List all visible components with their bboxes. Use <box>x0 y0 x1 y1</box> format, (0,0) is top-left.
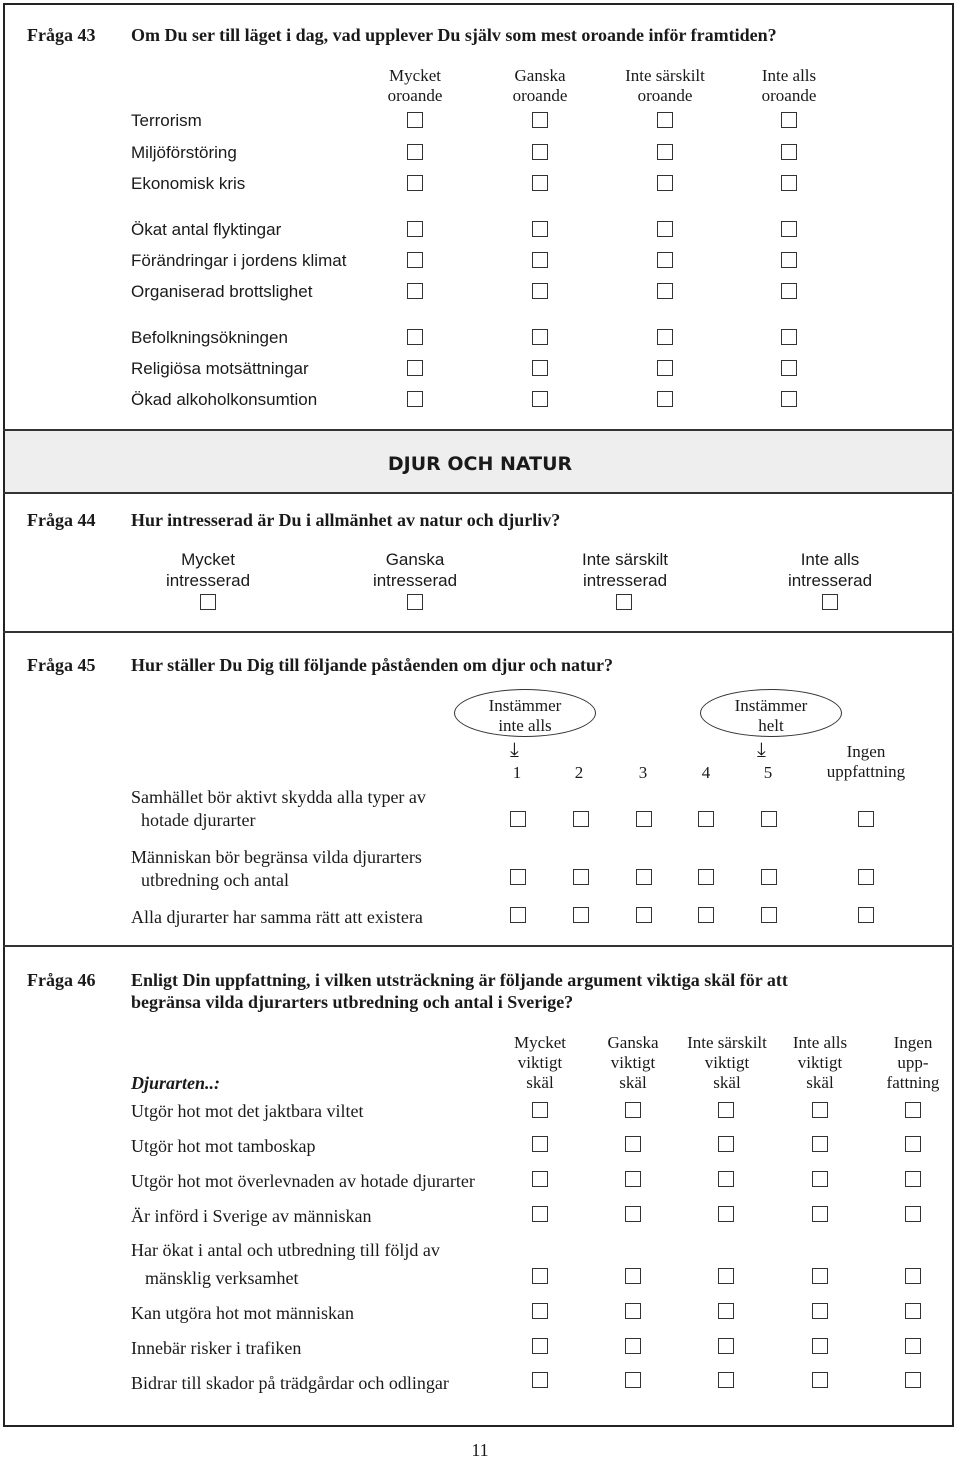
checkbox[interactable] <box>532 112 548 128</box>
checkbox[interactable] <box>812 1136 828 1152</box>
scale-label-1: 1 <box>512 763 522 782</box>
checkbox[interactable] <box>407 144 423 160</box>
checkbox[interactable] <box>510 907 526 923</box>
checkbox[interactable] <box>636 907 652 923</box>
checkbox[interactable] <box>657 221 673 237</box>
checkbox[interactable] <box>822 594 838 610</box>
checkbox[interactable] <box>510 869 526 885</box>
q46-row-label-cont: mänsklig verksamhet <box>145 1268 299 1288</box>
q43-row-label: Organiserad brottslighet <box>131 282 313 301</box>
q43-row-label: Terrorism <box>131 111 202 130</box>
q46-row-label: Har ökat i antal och utbredning till följd av <box>131 1240 440 1260</box>
checkbox[interactable] <box>812 1338 828 1354</box>
checkbox[interactable] <box>858 907 874 923</box>
checkbox[interactable] <box>718 1303 734 1319</box>
checkbox[interactable] <box>573 869 589 885</box>
q46-col-5-header: Ingen upp- fattning <box>886 1033 940 1092</box>
anchor-low-label: Instämmer inte alls <box>488 696 562 735</box>
checkbox[interactable] <box>761 869 777 885</box>
checkbox[interactable] <box>718 1171 734 1187</box>
checkbox[interactable] <box>532 1136 548 1152</box>
checkbox[interactable] <box>532 1338 548 1354</box>
checkbox[interactable] <box>718 1268 734 1284</box>
checkbox[interactable] <box>625 1136 641 1152</box>
checkbox[interactable] <box>812 1372 828 1388</box>
checkbox[interactable] <box>781 144 797 160</box>
q44-number: Fråga 44 <box>27 510 96 530</box>
checkbox[interactable] <box>905 1102 921 1118</box>
q46-col-1-header: Mycket viktigt skäl <box>514 1033 566 1092</box>
q46-row-label: Bidrar till skador på trädgårdar och odlingar <box>131 1373 449 1393</box>
checkbox[interactable] <box>625 1171 641 1187</box>
checkbox[interactable] <box>657 144 673 160</box>
checkbox[interactable] <box>625 1338 641 1354</box>
q44-question: Hur intresserad är Du i allmänhet av natur och djurliv? <box>131 510 561 530</box>
checkbox[interactable] <box>407 252 423 268</box>
q43-col-1-header: Mycket oroande <box>387 66 443 105</box>
q46-col-3-header: Inte särskilt viktigt skäl <box>687 1033 767 1092</box>
checkbox[interactable] <box>532 1171 548 1187</box>
checkbox[interactable] <box>781 360 797 376</box>
checkbox[interactable] <box>781 391 797 407</box>
checkbox[interactable] <box>532 391 548 407</box>
checkbox[interactable] <box>698 811 714 827</box>
q44-option-1-label: Mycket intresserad <box>165 550 251 590</box>
arrow-down-icon: ⤓ <box>757 737 766 761</box>
q46-col-4-header: Inte alls viktigt skäl <box>792 1033 848 1092</box>
checkbox[interactable] <box>781 221 797 237</box>
q45-question: Hur ställer Du Dig till följande påståenden om djur och natur? <box>131 655 614 675</box>
checkbox[interactable] <box>636 811 652 827</box>
statement-line: Människan bör begränsa vilda djurarters <box>131 847 422 867</box>
q46-row-label: Utgör hot mot tamboskap <box>131 1136 316 1156</box>
checkbox[interactable] <box>761 907 777 923</box>
checkbox[interactable] <box>781 329 797 345</box>
checkbox[interactable] <box>407 221 423 237</box>
checkbox[interactable] <box>407 283 423 299</box>
q46-row-label: Innebär risker i trafiken <box>131 1338 302 1358</box>
checkbox[interactable] <box>905 1338 921 1354</box>
checkbox[interactable] <box>718 1136 734 1152</box>
q46-number: Fråga 46 <box>27 970 96 990</box>
q43-col-2-header: Ganska oroande <box>512 66 568 105</box>
checkbox[interactable] <box>781 283 797 299</box>
checkbox[interactable] <box>657 329 673 345</box>
checkbox[interactable] <box>657 175 673 191</box>
checkbox[interactable] <box>532 252 548 268</box>
checkbox[interactable] <box>812 1268 828 1284</box>
checkbox[interactable] <box>532 1372 548 1388</box>
checkbox[interactable] <box>905 1171 921 1187</box>
section-title: DJUR OCH NATUR <box>387 453 573 475</box>
checkbox[interactable] <box>616 594 632 610</box>
checkbox[interactable] <box>781 175 797 191</box>
q46-question-line-2: begränsa vilda djurarters utbredning och antal i Sverige? <box>131 992 574 1012</box>
q44-option-2-label: Ganska intresserad <box>372 550 458 590</box>
q43-row-label: Befolkningsökningen <box>131 328 288 347</box>
q46-row-label: Är införd i Sverige av människan <box>131 1206 372 1226</box>
checkbox[interactable] <box>698 869 714 885</box>
q43-row-label: Ökad alkoholkonsumtion <box>131 390 318 409</box>
q43-row-label: Religiösa motsättningar <box>131 359 309 378</box>
q43-row-label: Förändringar i jordens klimat <box>131 251 347 270</box>
checkbox[interactable] <box>781 112 797 128</box>
checkbox[interactable] <box>532 175 548 191</box>
checkbox[interactable] <box>407 594 423 610</box>
checkbox[interactable] <box>625 1206 641 1222</box>
q46-row-label: Kan utgöra hot mot människan <box>131 1303 354 1323</box>
q44-option-3-label: Inte särskilt intresserad <box>582 550 668 590</box>
checkbox[interactable] <box>905 1372 921 1388</box>
anchor-high-label: Instämmer helt <box>734 696 808 735</box>
checkbox[interactable] <box>657 360 673 376</box>
checkbox[interactable] <box>718 1102 734 1118</box>
checkbox[interactable] <box>532 1102 548 1118</box>
checkbox[interactable] <box>532 360 548 376</box>
checkbox[interactable] <box>532 1268 548 1284</box>
page-number: 11 <box>471 1440 489 1460</box>
checkbox[interactable] <box>905 1206 921 1222</box>
checkbox[interactable] <box>812 1102 828 1118</box>
checkbox[interactable] <box>718 1372 734 1388</box>
checkbox[interactable] <box>407 360 423 376</box>
checkbox[interactable] <box>532 1303 548 1319</box>
checkbox[interactable] <box>532 329 548 345</box>
checkbox[interactable] <box>573 811 589 827</box>
checkbox[interactable] <box>625 1102 641 1118</box>
checkbox[interactable] <box>407 329 423 345</box>
statement-line: hotade djurarter <box>141 810 256 830</box>
checkbox[interactable] <box>657 391 673 407</box>
checkbox[interactable] <box>532 144 548 160</box>
checkbox[interactable] <box>625 1303 641 1319</box>
q43-row-label: Ökat antal flyktingar <box>131 220 282 239</box>
checkbox[interactable] <box>718 1338 734 1354</box>
checkbox[interactable] <box>407 112 423 128</box>
checkbox[interactable] <box>698 907 714 923</box>
checkbox[interactable] <box>657 112 673 128</box>
checkbox[interactable] <box>636 869 652 885</box>
scale-label-2: 2 <box>574 763 584 782</box>
checkbox[interactable] <box>718 1206 734 1222</box>
checkbox[interactable] <box>532 221 548 237</box>
q43-number: Fråga 43 <box>27 25 96 45</box>
no-opinion-label: Ingen uppfattning <box>826 742 906 781</box>
checkbox[interactable] <box>812 1206 828 1222</box>
q46-lead-label: Djurarten..: <box>131 1073 221 1093</box>
arrow-down-icon: ⤓ <box>510 737 519 761</box>
q43-row-label: Miljöförstöring <box>131 143 237 162</box>
checkbox[interactable] <box>858 811 874 827</box>
divider <box>3 429 954 431</box>
checkbox[interactable] <box>625 1372 641 1388</box>
checkbox[interactable] <box>905 1303 921 1319</box>
divider <box>3 945 954 947</box>
checkbox[interactable] <box>407 391 423 407</box>
q46-row-label: Utgör hot mot det jaktbara viltet <box>131 1101 364 1121</box>
statement-line: utbredning och antal <box>141 870 289 890</box>
checkbox[interactable] <box>532 283 548 299</box>
q44-option-4-label: Inte alls intresserad <box>787 550 873 590</box>
q43-col-3-header: Inte särskilt oroande <box>625 66 705 105</box>
checkbox[interactable] <box>625 1268 641 1284</box>
checkbox[interactable] <box>510 811 526 827</box>
checkbox[interactable] <box>200 594 216 610</box>
checkbox[interactable] <box>761 811 777 827</box>
scale-label-3: 3 <box>638 763 648 782</box>
q45-number: Fråga 45 <box>27 655 96 675</box>
checkbox[interactable] <box>905 1136 921 1152</box>
checkbox[interactable] <box>407 175 423 191</box>
checkbox[interactable] <box>657 252 673 268</box>
statement-line: Samhället bör aktivt skydda alla typer av <box>131 787 426 807</box>
scale-label-4: 4 <box>701 763 711 782</box>
checkbox[interactable] <box>858 869 874 885</box>
statement-line: Alla djurarter har samma rätt att existera <box>131 907 423 927</box>
q43-question: Om Du ser till läget i dag, vad upplever Du själv som mest oroande inför framtiden? <box>131 25 777 45</box>
checkbox[interactable] <box>781 252 797 268</box>
scale-label-5: 5 <box>763 763 773 782</box>
checkbox[interactable] <box>573 907 589 923</box>
divider <box>3 492 954 494</box>
checkbox[interactable] <box>812 1171 828 1187</box>
checkbox[interactable] <box>532 1206 548 1222</box>
q43-row-label: Ekonomisk kris <box>131 174 246 193</box>
q46-col-2-header: Ganska viktigt skäl <box>607 1033 659 1092</box>
checkbox[interactable] <box>812 1303 828 1319</box>
q43-col-4-header: Inte alls oroande <box>761 66 817 105</box>
checkbox[interactable] <box>657 283 673 299</box>
checkbox[interactable] <box>905 1268 921 1284</box>
q46-row-label: Utgör hot mot överlevnaden av hotade djurarter <box>131 1171 475 1191</box>
divider <box>3 631 954 633</box>
q46-question-line-1: Enligt Din uppfattning, i vilken utsträckning är följande argument viktiga skäl för att <box>131 970 788 990</box>
